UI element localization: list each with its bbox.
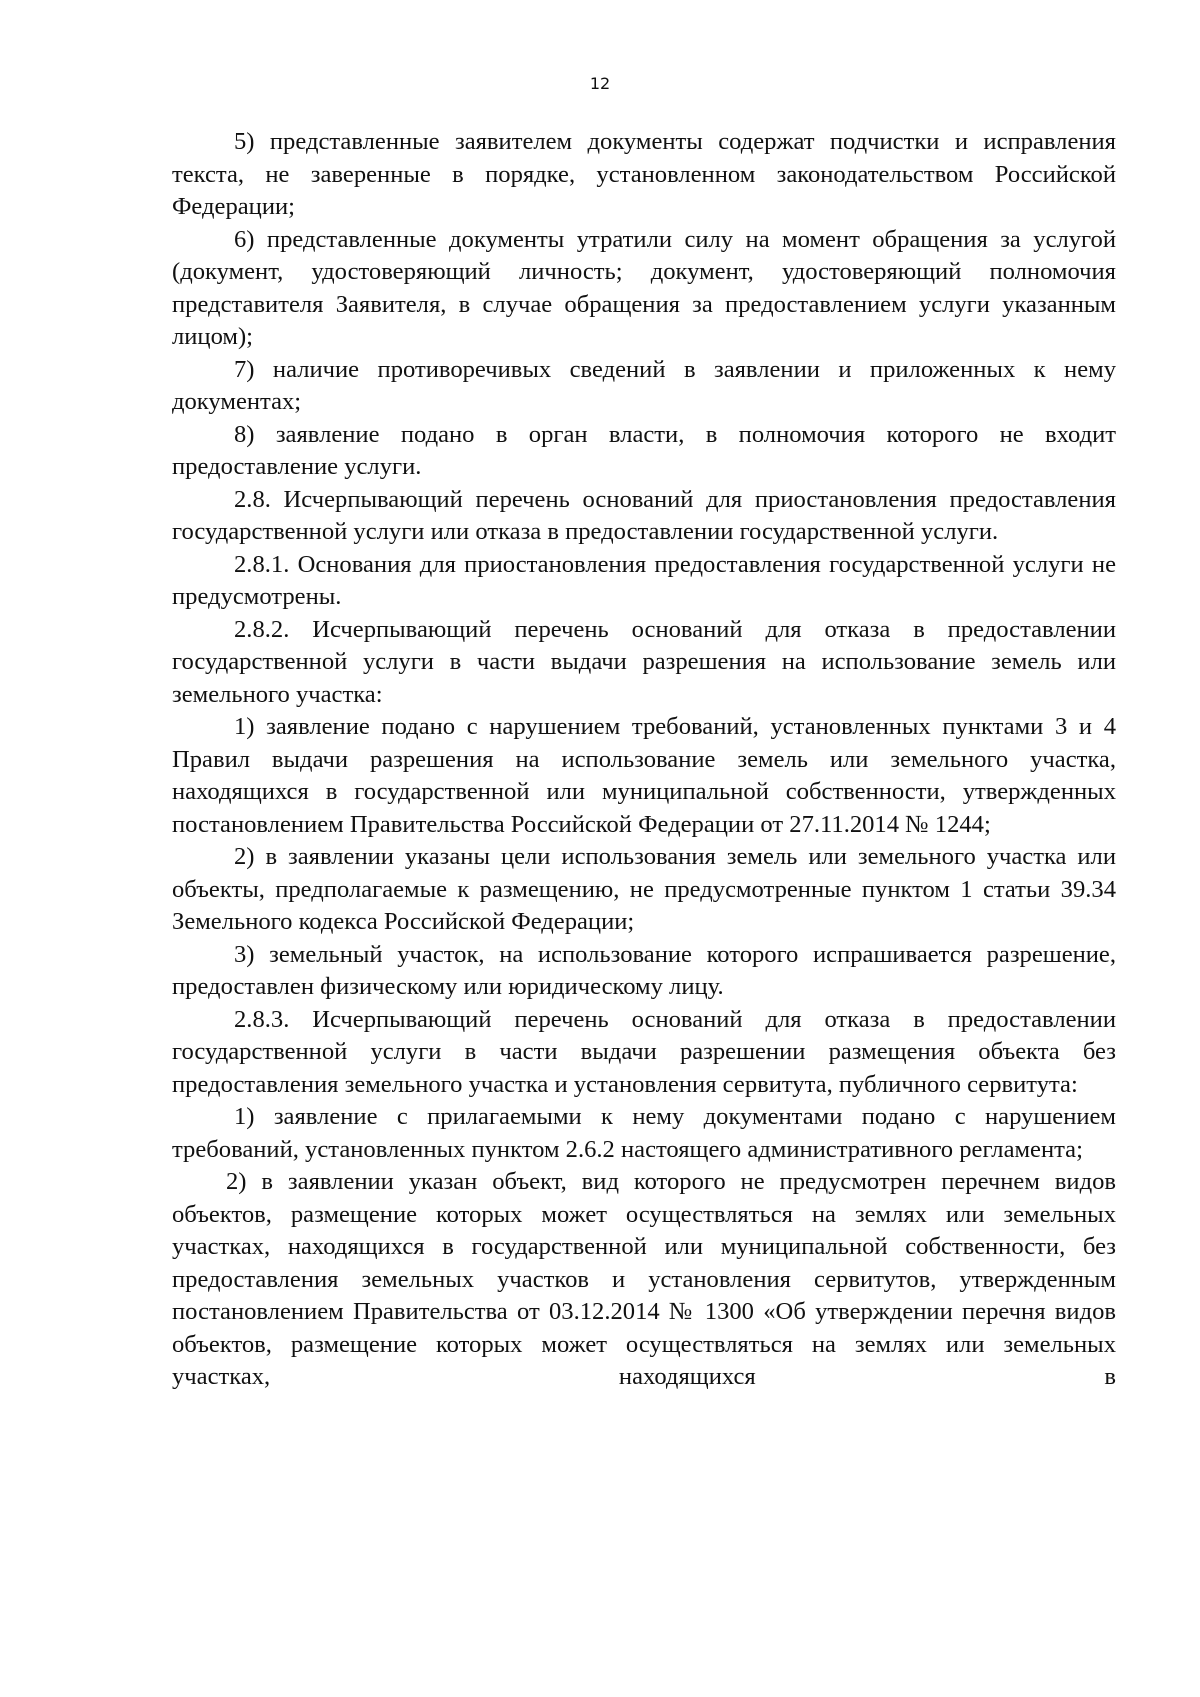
paragraph-13: 2) в заявлении указан объект, вид которого не предусмотрен перечнем видов объектов, размещение которых может осуществляться на землях или земельных участках, находящихся в государственной или муниципальной собственности, без предоставления земельных участков и установления сервитутов, утвержденным постановлением Правительства от 03.12.2014 № 1300 «Об утверждении перечня видов объектов, размещение которых может осуществляться на землях или земельных участках, находящихся в [172,1168,1116,1390]
paragraph-8: 1) заявление подано с нарушением требований, установленных пунктами 3 и 4 Правил выдачи разрешения на использование земель или земельного участка, находящихся в государственной или муниципальной собственности, утвержденных постановлением Правительства Российской Федерации от 27.11.2014 № 1244; [172,713,1116,838]
page-number: 12 [589,74,611,93]
paragraph-12: 1) заявление с прилагаемыми к нему документами подано с нарушением требований, установленных пунктом 2.6.2 настоящего административного регламента; [172,1103,1116,1163]
paragraph-4: 8) заявление подано в орган власти, в полномочия которого не входит предоставление услуги. [172,420,1116,480]
paragraph-11: 2.8.3. Исчерпывающий перечень оснований для отказа в предоставлении государственной услуги в части выдачи разрешении размещения объекта без предоставления земельного участка и установления сервитута, публичного сервитута: [172,1005,1116,1098]
paragraph-1: 5) представленные заявителем документы содержат подчистки и исправления текста, не заверенные в порядке, установленном законодательством Российской Федерации; [172,128,1116,220]
paragraph-3: 7) наличие противоречивых сведений в заявлении и приложенных к нему документах; [172,355,1116,415]
paragraph-2: 6) представленные документы утратили силу на момент обращения за услугой (документ, удостоверяющий личность; документ, удостоверяющий полномочия представителя Заявителя, в случае обращения за предоставлением услуги указанным лицом); [172,225,1116,350]
paragraph-5: 2.8. Исчерпывающий перечень оснований для приостановления предоставления государственной услуги или отказа в предоставлении государственной услуги. [172,485,1116,545]
paragraph-7: 2.8.2. Исчерпывающий перечень оснований для отказа в предоставлении государственной услуги в части выдачи разрешения на использование земель или земельного участка: [172,615,1116,708]
paragraph-9: 2) в заявлении указаны цели использования земель или земельного участка или объекты, предполагаемые к размещению, не предусмотренные пунктом 1 статьи 39.34 Земельного кодекса Российской Федерации; [172,843,1116,935]
paragraph-10: 3) земельный участок, на использование которого испрашивается разрешение, предоставлен физическому или юридическому лицу. [172,940,1116,1000]
paragraph-6: 2.8.1. Основания для приостановления предоставления государственной услуги не предусмотрены. [172,550,1116,610]
document-body [172,126,1116,1394]
